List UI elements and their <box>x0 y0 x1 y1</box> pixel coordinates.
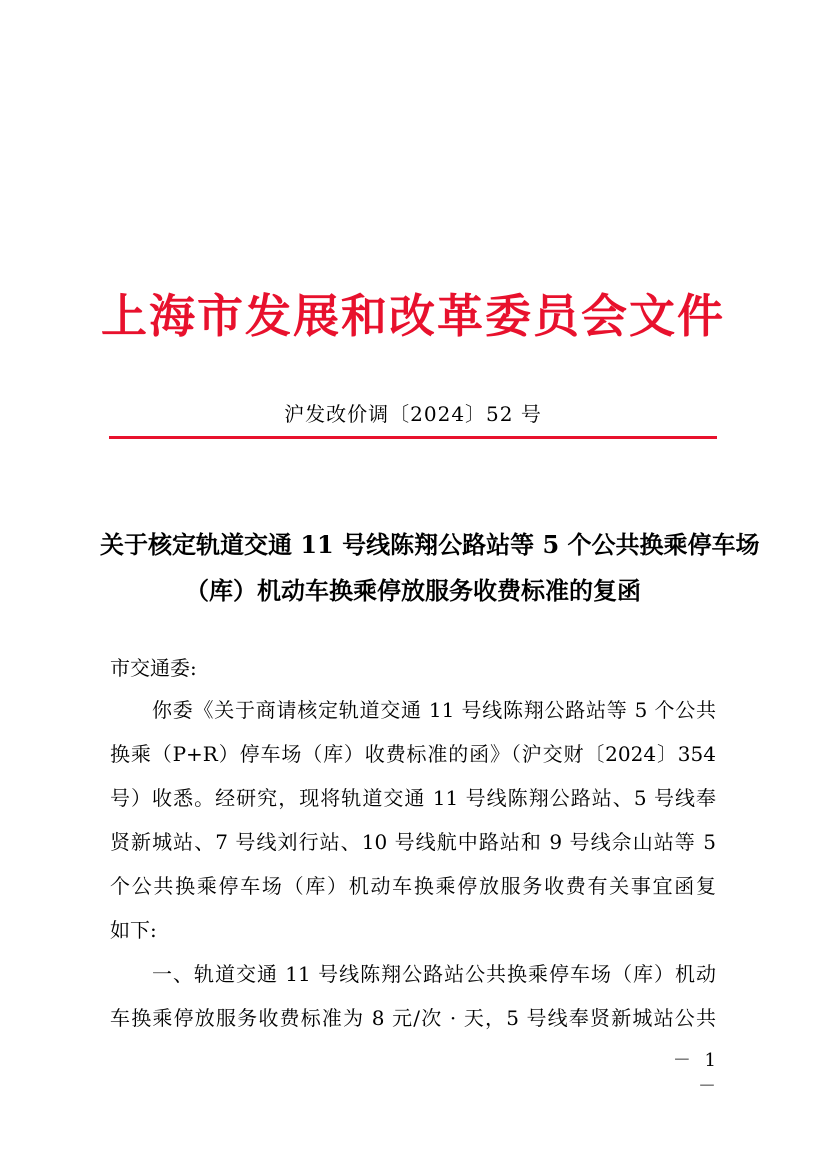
document-title-line-2: （库）机动车换乘停放服务收费标准的复函 <box>185 576 641 605</box>
body-line: 贤新城站、7 号线刘行站、10 号线航中路站和 9 号线佘山站等 5 <box>110 830 716 854</box>
body-line: 如下: <box>110 918 157 942</box>
salutation: 市交通委: <box>110 656 197 680</box>
body-line: 你委《关于商请核定轨道交通 11 号线陈翔公路站等 5 个公共 <box>152 698 716 722</box>
agency-header-title: 上海市发展和改革委员会文件 <box>101 289 725 343</box>
body-line: 车换乘停放服务收费标准为 8 元/次 · 天，5 号线奉贤新城站公共 <box>110 1006 716 1030</box>
page-number: － 1 － <box>672 1050 720 1097</box>
document-number: 沪发改价调〔2024〕52 号 <box>284 402 542 426</box>
body-line: 个公共换乘停车场（库）机动车换乘停放服务收费有关事宜函复 <box>110 874 716 898</box>
document-title <box>100 522 760 614</box>
body-text <box>110 688 716 1040</box>
body-line: 一、轨道交通 11 号线陈翔公路站公共换乘停车场（库）机动 <box>152 962 716 986</box>
document-title-line-1: 关于核定轨道交通 11 号线陈翔公路站等 5 个公共换乘停车场 <box>100 530 760 559</box>
red-divider-line <box>109 436 717 439</box>
body-line: 号）收悉。经研究，现将轨道交通 11 号线陈翔公路站、5 号线奉 <box>110 786 716 810</box>
body-line: 换乘（P+R）停车场（库）收费标准的函》（沪交财〔2024〕354 <box>110 742 716 766</box>
